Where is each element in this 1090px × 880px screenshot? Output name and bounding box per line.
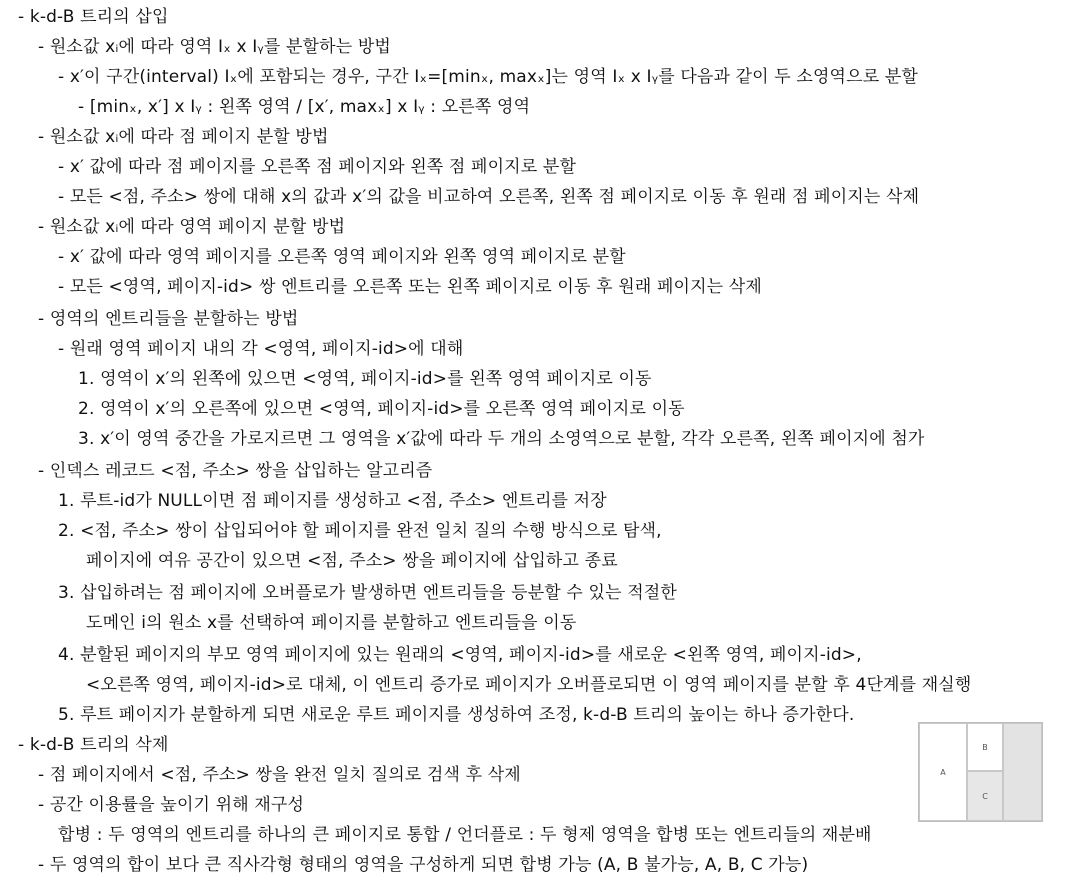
numbered-item: 2. 영역이 x′의 오른쪽에 있으면 <영역, 페이지-id>를 오른쪽 영역 페이지로 이동 [78,399,685,419]
bullet-level1: - 두 영역의 합이 보다 큰 직사각형 형태의 영역을 구성하게 되면 합병 가능 (A, B 불가능, A, B, C 가능) [38,855,809,875]
numbered-item-continuation: <오른쪽 영역, 페이지-id>로 대체, 이 엔트리 증가로 페이지가 오버플로되면 이 영역 페이지를 분할 후 4단계를 재실행 [86,675,972,695]
bullet-level1: - 공간 이용률을 높이기 위해 재구성 [38,795,305,815]
numbered-item-continuation: 페이지에 여유 공간이 있으면 <점, 주소> 쌍을 페이지에 삽입하고 종료 [86,551,618,571]
bullet-level1: - 점 페이지에서 <점, 주소> 쌍을 완전 일치 질의로 검색 후 삭제 [38,765,521,785]
numbered-item: 1. 영역이 x′의 왼쪽에 있으면 <영역, 페이지-id>를 왼쪽 영역 페이지로 이동 [78,369,652,389]
numbered-item: 2. <점, 주소> 쌍이 삽입되어야 할 페이지를 완전 일치 질의 수행 방식으로 탐색, [58,521,662,541]
region-shaded [1003,723,1042,821]
numbered-item: 1. 루트-id가 NULL이면 점 페이지를 생성하고 <점, 주소> 엔트리를 저장 [58,491,607,511]
bullet-level1: - 영역의 엔트리들을 분할하는 방법 [38,309,299,329]
region-c-label: C [982,791,988,801]
bullet-level1: - 원소값 xᵢ에 따라 영역 페이지 분할 방법 [38,217,346,237]
region-a [919,723,967,821]
bullet-level1: - 인덱스 레코드 <점, 주소> 쌍을 삽입하는 알고리즘 [38,461,433,481]
heading-insertion: - k-d-B 트리의 삽입 [18,7,169,27]
region-merge-figure [918,722,1043,822]
bullet-level2: - x′ 값에 따라 점 페이지를 오른쪽 점 페이지와 왼쪽 점 페이지로 분할 [58,157,577,177]
numbered-item: 3. x′이 영역 중간을 가로지르면 그 영역을 x′값에 따라 두 개의 소영역으로 분할, 각각 오른쪽, 왼쪽 페이지에 첨가 [78,429,925,449]
numbered-item: 4. 분할된 페이지의 부모 영역 페이지에 있는 원래의 <영역, 페이지-id>를 새로운 <왼쪽 영역, 페이지-id>, [58,645,862,665]
region-c [967,771,1003,821]
bullet-level2: - x′ 값에 따라 영역 페이지를 오른쪽 영역 페이지와 왼쪽 영역 페이지로 분할 [58,247,626,267]
bullet-level3: - [minₓ, x′] x Iᵧ : 왼쪽 영역 / [x′, maxₓ] x Iᵧ : 오른쪽 영역 [78,97,531,117]
bullet-continuation: 합병 : 두 영역의 엔트리를 하나의 큰 페이지로 통합 / 언더플로 : 두 형제 영역을 합병 또는 엔트리들의 재분배 [58,825,872,845]
region-a-label: A [940,767,946,777]
bullet-level1: - 원소값 xᵢ에 따라 점 페이지 분할 방법 [38,127,329,147]
heading-deletion: - k-d-B 트리의 삭제 [18,735,169,755]
bullet-level2: - 모든 <영역, 페이지-id> 쌍 엔트리를 오른쪽 또는 왼쪽 페이지로 이동 후 원래 페이지는 삭제 [58,277,762,297]
bullet-level2: - x′이 구간(interval) Iₓ에 포함되는 경우, 구간 Iₓ=[minₓ, maxₓ]는 영역 Iₓ x Iᵧ를 다음과 같이 두 소영역으로 분할 [58,67,918,87]
numbered-item-continuation: 도메인 i의 원소 x를 선택하여 페이지를 분할하고 엔트리들을 이동 [86,613,577,633]
numbered-item: 5. 루트 페이지가 분할하게 되면 새로운 루트 페이지를 생성하여 조정, k-d-B 트리의 높이는 하나 증가한다. [58,705,855,725]
region-b-label: B [982,742,988,752]
bullet-level2: - 원래 영역 페이지 내의 각 <영역, 페이지-id>에 대해 [58,339,464,359]
numbered-item: 3. 삽입하려는 점 페이지에 오버플로가 발생하면 엔트리들을 등분할 수 있는 적절한 [58,583,677,603]
bullet-level1: - 원소값 xᵢ에 따라 영역 Iₓ x Iᵧ를 분할하는 방법 [38,37,391,57]
bullet-level2: - 모든 <점, 주소> 쌍에 대해 x의 값과 x′의 값을 비교하여 오른쪽, 왼쪽 점 페이지로 이동 후 원래 점 페이지는 삭제 [58,187,920,207]
region-b [967,723,1003,771]
